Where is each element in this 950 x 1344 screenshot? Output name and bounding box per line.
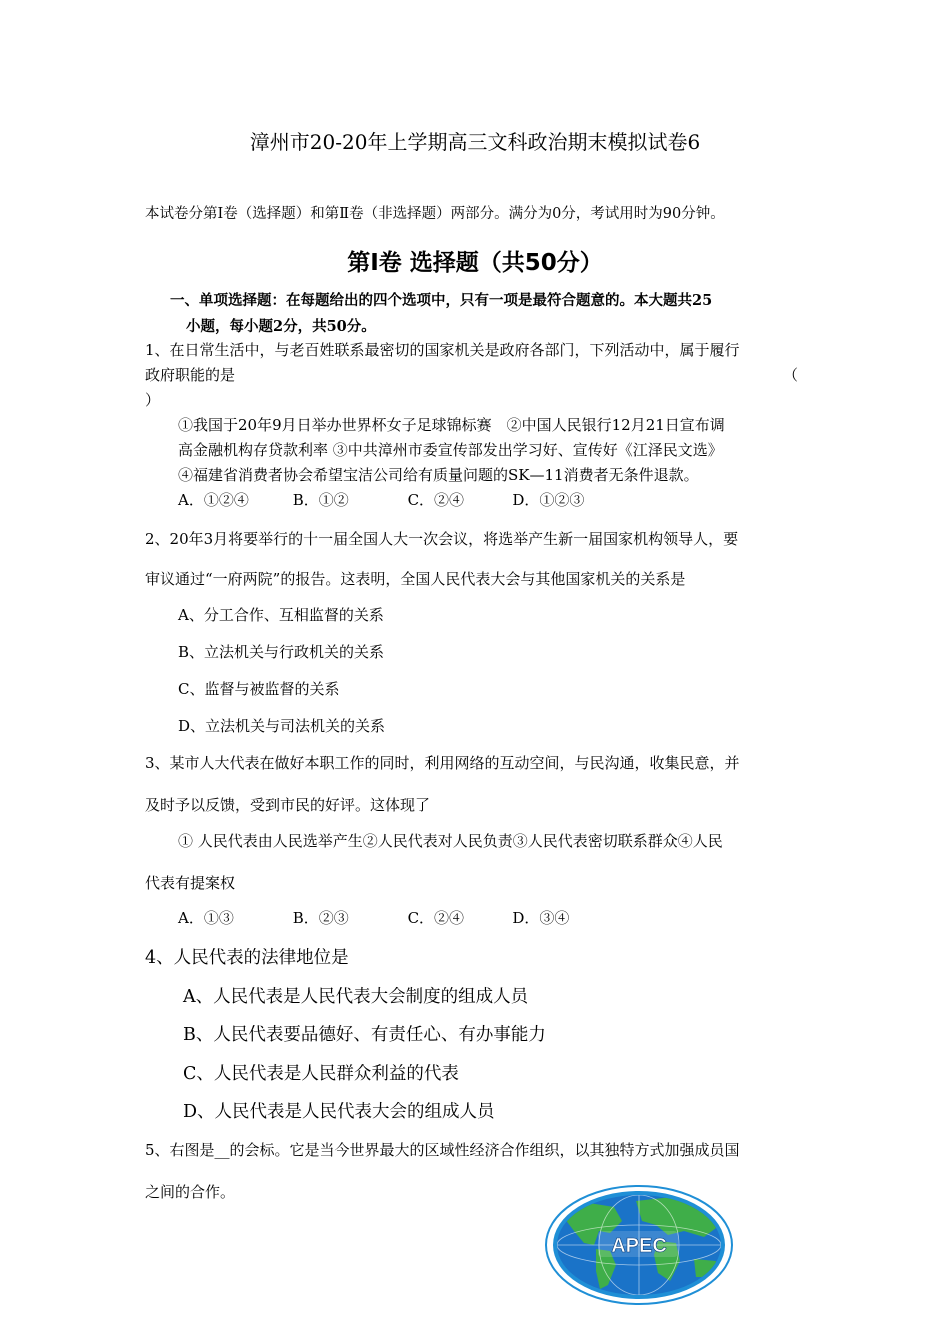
apec-logo [544, 1185, 734, 1305]
q2-stem-line1: 2、20年3月将要举行的十一届全国人大一次会议，将选举产生新一届国家机构领导人，要 [145, 530, 739, 548]
q1-stem-line1: 1、在日常生活中，与老百姓联系最密切的国家机关是政府各部门，下列活动中，属于履行 [145, 341, 740, 359]
q1-options [178, 489, 584, 510]
q1-paren-open: （ [783, 366, 799, 384]
q1-option-a[interactable]: A．①②④ [178, 491, 249, 509]
part-heading-line2: 小题，每小题2分，共50分。 [186, 318, 376, 335]
q3-option-b[interactable]: B．②③ [292, 909, 349, 927]
q2-stem-line2: 审议通过“一府两院”的报告。这表明，全国人民代表大会与其他国家机关的关系是 [145, 570, 686, 588]
q1-option-b[interactable]: B．①② [292, 491, 349, 509]
q4-option-a[interactable]: A、人民代表是人民代表大会制度的组成人员 [183, 987, 529, 1007]
q3-items-line1: ① 人民代表由人民选举产生②人民代表对人民负责③人民代表密切联系群众④人民 [178, 832, 723, 850]
q1-paren-close: ） [145, 391, 161, 409]
q1-items-line1: ①我国于20年9月日举办世界杯女子足球锦标赛 ②中国人民银行12月21日宣布调 [178, 416, 725, 434]
q5-stem-line2: 之间的合作。 [145, 1183, 236, 1201]
intro-text: 本试卷分第Ⅰ卷（选择题）和第Ⅱ卷（非选择题）两部分。满分为0分，考试用时为90分钟。 [145, 206, 725, 222]
q1-option-d[interactable]: D．①②③ [512, 491, 585, 509]
q2-option-d[interactable]: D、立法机关与司法机关的关系 [178, 717, 386, 735]
q1-items-line2: 高金融机构存贷款利率 ③中共漳州市委宣传部发出学习好、宣传好《江泽民文选》 [178, 441, 723, 459]
q3-option-a[interactable]: A．①③ [178, 909, 234, 927]
q3-stem-line2: 及时予以反馈，受到市民的好评。这体现了 [145, 796, 431, 814]
q4-option-b[interactable]: B、人民代表要品德好、有责任心、有办事能力 [183, 1025, 546, 1045]
logo-text: APEC [611, 1235, 667, 1257]
section-title: 第Ⅰ卷 选择题（共50分） [347, 250, 603, 276]
q1-stem-line2: 政府职能的是 [145, 366, 236, 384]
page-title: 漳州市20-20年上学期高三文科政治期末模拟试卷6 [249, 130, 701, 154]
q4-option-c[interactable]: C、人民代表是人民群众利益的代表 [183, 1064, 459, 1084]
part-heading-line1: 一、单项选择题：在每题给出的四个选项中，只有一项是最符合题意的。本大题共25 [170, 292, 713, 309]
q3-stem-line1: 3、某市人大代表在做好本职工作的同时，利用网络的互动空间，与民沟通，收集民意，并 [145, 754, 740, 772]
q2-option-b[interactable]: B、立法机关与行政机关的关系 [178, 643, 385, 661]
q3-option-c[interactable]: C．②④ [407, 909, 465, 927]
q4-option-d[interactable]: D、人民代表是人民代表大会的组成人员 [183, 1102, 495, 1122]
q2-option-c[interactable]: C、监督与被监督的关系 [178, 680, 340, 698]
q2-option-a[interactable]: A、分工合作、互相监督的关系 [178, 606, 384, 624]
q1-items-line3: ④福建省消费者协会希望宝洁公司给有质量问题的SK—11消费者无条件退款。 [178, 466, 699, 484]
q3-option-d[interactable]: D．③④ [512, 909, 570, 927]
q4-stem: 4、人民代表的法律地位是 [145, 948, 349, 968]
q5-stem-line1: 5、右图是__的会标。它是当今世界最大的区域性经济合作组织，以其独特方式加强成员国 [145, 1141, 740, 1159]
q1-option-c[interactable]: C．②④ [407, 491, 465, 509]
q3-options [178, 907, 569, 928]
q3-items-line2: 代表有提案权 [145, 874, 236, 892]
